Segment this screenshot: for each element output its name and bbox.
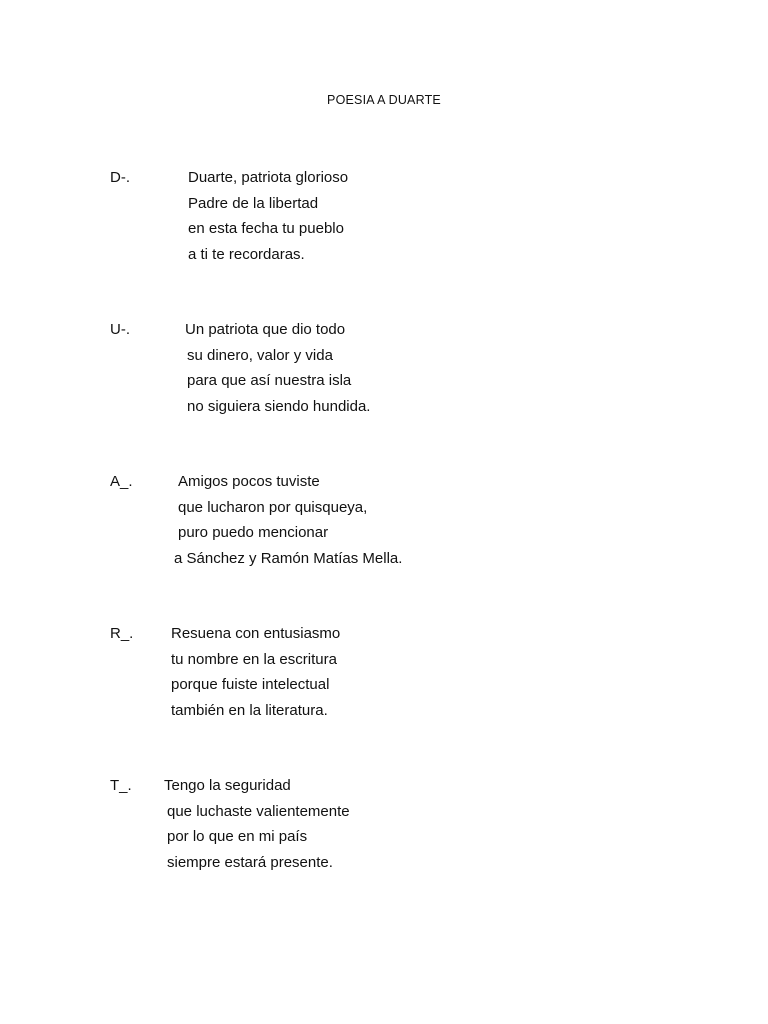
stanza-letter: R_. [110, 625, 134, 642]
verse-line: a ti te recordaras. [188, 245, 305, 263]
verse-line: no siguiera siendo hundida. [187, 397, 371, 415]
verse-line: Tengo la seguridad [164, 777, 291, 794]
verse-line: porque fuiste intelectual [171, 676, 330, 693]
verse-line: para que así nuestra isla [187, 372, 352, 389]
verse-line: también en la literatura. [171, 701, 328, 719]
verse-line: Amigos pocos tuviste [178, 473, 320, 490]
verse-line: Duarte, patriota glorioso [188, 169, 349, 186]
verse-line: su dinero, valor y vida [187, 346, 333, 364]
verse-line: que lucharon por quisqueya, [178, 498, 368, 516]
verse-line: Resuena con entusiasmo [171, 625, 341, 642]
verse-line: puro puedo mencionar [178, 524, 329, 541]
stanza-letter: U-. [110, 321, 130, 338]
verse-line: en esta fecha tu pueblo [188, 220, 344, 237]
verse-line: que luchaste valientemente [167, 802, 350, 820]
verse-line: Un patriota que dio todo [185, 321, 346, 338]
stanza-letter: T_. [110, 777, 132, 794]
stanza-letter: D-. [110, 169, 130, 186]
verse-line: siempre estará presente. [167, 853, 333, 871]
verse-line: tu nombre en la escritura [171, 650, 337, 668]
verse-line: por lo que en mi país [167, 828, 308, 845]
verse-line: Padre de la libertad [188, 194, 319, 212]
poem-title: POESIA A DUARTE [327, 93, 441, 107]
stanza-letter: A_. [110, 473, 133, 490]
verse-line: a Sánchez y Ramón Matías Mella. [174, 549, 403, 567]
